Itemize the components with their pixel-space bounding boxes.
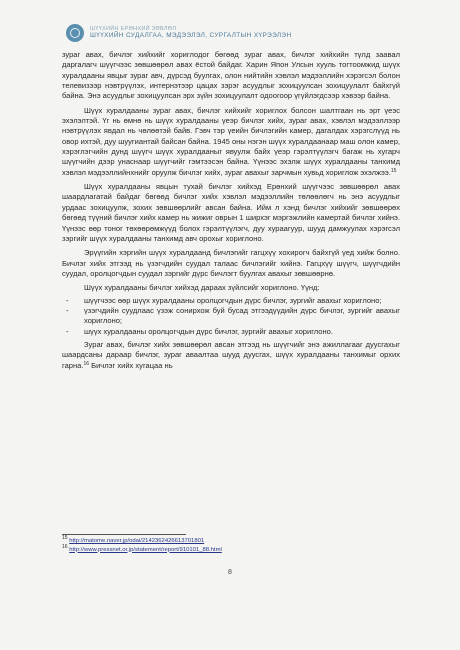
page-number: 8: [228, 569, 232, 576]
header-org: ШҮҮХИЙН ЕРӨНХИЙ ЗӨВЛӨЛ: [90, 25, 177, 32]
paragraph-5: Шүүх хуралдааны бичлэг хийхэд дараах зүйлсийг хориглоно. Үүнд:: [84, 283, 320, 293]
paragraph-2: [62, 106, 400, 178]
footnote-link[interactable]: http://www.pressnet.or.jp/statement/report/910101_88.html: [69, 546, 222, 553]
footnote-ref-16[interactable]: 16: [83, 360, 90, 367]
page-header: [66, 18, 292, 48]
footnotes: [62, 537, 400, 554]
list-item: - үзэгчдийн суудлаас үзэж сонирхож буй бусад этгээдүүдийн дүрс бичлэг, зургийг авахыг хориглоно;: [62, 306, 400, 327]
paragraph-3: Шүүх хуралдааны явцын тухай бичлэг хийхэд Ерөнхий шүүгчээс зөвшөөрөл авах шаардлагатай байдаг бөгөөд бичлэг хийх хэвлэл мэдээллийн төлөөлөгч нь энэ асуудлыг урдаас зохицуулж, зохих зөвшөөрлийг авсан байна. Ийм л хэнд бичлэг хийхийг зөвшөөрөх бөгөөд түүний бичлэг хийх камер нь жижиг оврын 1 ширхэг мэргэжлийн камертай бичлэг хийнэ. Үүнээс өөр тоног төхөөрөмжүүд болох гэрэлтүүлэгч, дуу хураагуур, шууд дамжуулах хэрэгсэл зэргийг шүүх хуралдааны танхимд авч орохыг хориглоно.: [62, 182, 400, 243]
institute-logo-icon: [66, 24, 84, 42]
prohibition-list: [62, 296, 400, 337]
paragraph-1: зураг авах, бичлэг хийхийг хориглодог бөгөөд зураг авах, бичлэг хийхийн түлд заавал даргалагч шүүгчээс зөвшөөрөл авах ёстой байдаг. Харин Япон Улсын хууль тогтоомжид шүүх хуралдааны явцыг зураг авч, дүрсэд буулгах, олон нийтийн хэвлэл мэдээллийн хэрэгсэл болон телевизээр нэвтрүүлэх, интернэтээр цацах зэрэг асуудлыг зохицуулсан зохицуулалт байхгүй байна. Энэ асуудлыг зохицуулсан эрх зүйн зохицуулалт одоогоор үгүйлэгдсээр хэвээр байна.: [62, 50, 400, 101]
footnote-ref-15[interactable]: 15: [390, 167, 397, 174]
header-text: [90, 27, 292, 39]
footnote-link[interactable]: http://matome.naver.jp/odai/2142362426613701801: [69, 538, 205, 544]
list-item: - шүүх хуралдааны оролцогчдын дүрс бичлэг, зургийг авахыг хориглоно.: [62, 327, 400, 337]
paragraph-6: [62, 340, 400, 371]
footnote-number: 16: [62, 543, 68, 550]
footnote-15: [62, 537, 400, 546]
paragraph-2-text: Шүүх хуралдааны зураг авах, бичлэг хийхийг хориглох болсон шалтгаан нь эрт үеэс эхэлэлтэй. Үг нь өмнө нь шүүх хуралдааны үеэр бичлэг хийх, зураг авах, хэвлэл мэдээллээр нэвтрүүлэх явдал нь чөлөөтэй байв. Гэвч тэр үеийн бичлэгийн камер, дагалдах хэрэгслүүд нь овор ихтэй, дуу шуугиантай байсан байна. 1945 оны нэгэн шүүх хуралдаанаар маш олон камер, хэрэглэгчийн дунд шүүгч шүүх хуралдааныг явуулж байх үеэр гэрэлтүүлэгч багаж нь хугарч шүүгчийн дээр унаснаар шүүгчийг гэмтээсэн байна. Үүнээс эхэлж шүүх хуралдааны танхимд хэвлэл мэдээллийнхнийг оруулж бичлэг хийх, зураг авахыг зарчмын хувьд хориглож эхэлжээ.: [62, 105, 400, 177]
paragraph-6-text: Зураг авах, бичлэг хийх зөвшөөрөл авсан этгээд нь шүүгчийг энэ ажиллагааг дуусгахыг шаардсаны дараар бичлэг, зураг аваалтаа шууд дуусгах, шүүх хуралдааны танхимыг орхих гарна.: [62, 339, 400, 370]
footnote-divider: [62, 534, 186, 535]
footnote-number: 15: [62, 535, 68, 541]
list-item: - шүүгчээс өөр шүүх хуралдааны оролцогчдын дүрс бичлэг, зургийг авахыг хориглоно;: [62, 296, 400, 306]
header-title: ШҮҮХИЙН СУДАЛГАА, МЭДЭЭЛЭЛ, СУРГАЛТЫН ХҮРЭЭЛЭН: [90, 31, 292, 39]
paragraph-6-tail: Бичлэг хийх хугацаа нь: [91, 360, 173, 370]
footnote-16: [62, 543, 400, 555]
body-text: [62, 50, 400, 371]
paragraph-4: Эрүүгийн хэргийн шүүх хуралдаанд бичлэгийг гагцхүү хохирогч байхгүй үед хийж болно. Бичлэг хийх этгээд нь үзэгчдийн суудал талаас бичлэгийг хийнэ. Гагцхүү шүүгч, шүүгчдийн суудал, оролцогчдын суудал зэргийг дүрс бичлэгт буулгах авахыг зөвшөөрнө.: [62, 248, 400, 278]
